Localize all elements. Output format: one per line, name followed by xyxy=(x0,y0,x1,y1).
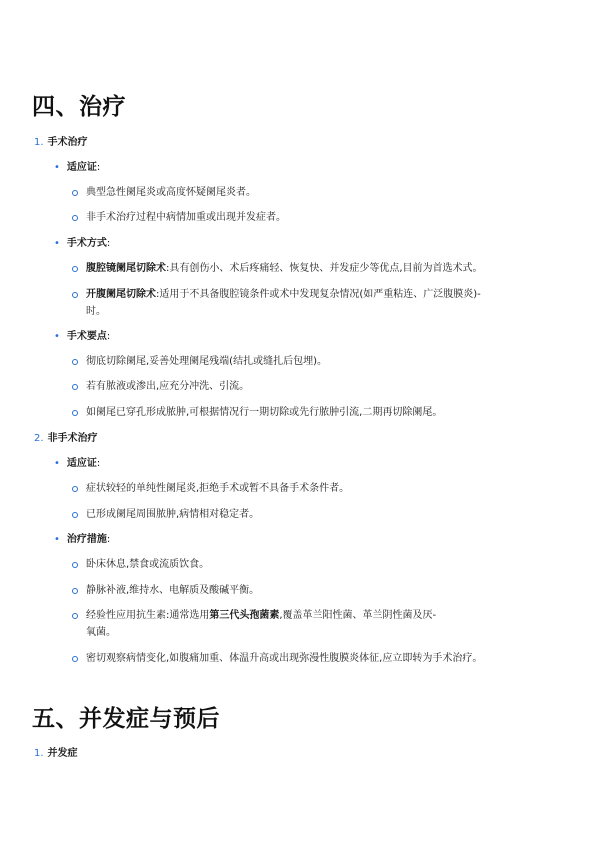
point-item xyxy=(72,209,582,226)
point-bold-term: 开腹阑尾切除术 xyxy=(86,289,156,300)
bullet-icon: • xyxy=(54,534,60,545)
sub-item-indications xyxy=(54,455,100,472)
bullet-icon: • xyxy=(54,238,60,249)
circle-bullet-icon xyxy=(72,486,78,492)
section-heading-complications-prognosis: 五、并发症与预后 xyxy=(32,706,220,732)
point-item xyxy=(72,582,582,599)
circle-bullet-icon xyxy=(72,588,78,594)
point-item xyxy=(72,607,582,641)
point-text: 卧床休息,禁食或流质饮食。 xyxy=(86,559,210,570)
colon: : xyxy=(106,534,111,545)
point-bold-term: 腹腔镜阑尾切除术 xyxy=(86,263,166,274)
list-number: 1. xyxy=(34,137,44,148)
circle-bullet-icon xyxy=(72,613,78,619)
point-text: 密切观察病情变化,如腹痛加重、体温升高或出现弥漫性腹膜炎体征,应立即转为手术治疗。 xyxy=(86,653,483,664)
point-item xyxy=(72,260,582,277)
point-text: 症状较轻的单纯性阑尾炎,拒绝手术或暂不具备手术条件者。 xyxy=(86,483,350,494)
point-item xyxy=(72,480,582,497)
circle-bullet-icon xyxy=(72,266,78,272)
point-item xyxy=(72,650,582,667)
list-item-title: 手术治疗 xyxy=(47,137,88,148)
bullet-icon: • xyxy=(54,331,60,342)
point-item xyxy=(72,286,582,320)
point-text-continued: 氧菌。 xyxy=(86,627,116,638)
bullet-icon: • xyxy=(54,162,60,173)
point-text: 典型急性阑尾炎或高度怀疑阑尾炎者。 xyxy=(86,187,256,198)
point-text: ,覆盖革兰阳性菌、革兰阴性菌及厌- xyxy=(279,610,437,621)
point-item xyxy=(72,184,582,201)
list-item-non-surgical-treatment xyxy=(34,430,98,447)
sub-item-label: 手术要点 xyxy=(66,331,107,342)
colon: : xyxy=(96,162,101,173)
section-heading-treatment: 四、治疗 xyxy=(32,94,126,120)
point-item xyxy=(72,506,582,523)
sub-item-label: 适应证 xyxy=(66,162,97,173)
sub-item-label: 适应证 xyxy=(66,458,97,469)
circle-bullet-icon xyxy=(72,410,78,416)
circle-bullet-icon xyxy=(72,292,78,298)
sub-item-surgical-methods xyxy=(54,235,110,252)
circle-bullet-icon xyxy=(72,656,78,662)
point-text: :具有创伤小、术后疼痛轻、恢复快、并发症少等优点,目前为首选术式。 xyxy=(166,263,483,274)
point-item xyxy=(72,556,582,573)
colon: : xyxy=(106,331,111,342)
bullet-icon: • xyxy=(54,458,60,469)
point-text: 静脉补液,维持水、电解质及酸碱平衡。 xyxy=(86,585,260,596)
sub-item-label: 手术方式 xyxy=(66,238,107,249)
point-text: 非手术治疗过程中病情加重或出现并发症者。 xyxy=(86,212,286,223)
point-item xyxy=(72,378,582,395)
circle-bullet-icon xyxy=(72,512,78,518)
point-text: 如阑尾已穿孔形成脓肿,可根据情况行一期切除或先行脓肿引流,二期再切除阑尾。 xyxy=(86,407,443,418)
point-bold-term: 第三代头孢菌素 xyxy=(209,610,280,621)
point-item xyxy=(72,404,582,421)
colon: : xyxy=(96,458,101,469)
point-item xyxy=(72,353,582,370)
point-text: 已形成阑尾周围脓肿,病情相对稳定者。 xyxy=(86,509,260,520)
circle-bullet-icon xyxy=(72,215,78,221)
sub-item-label: 治疗措施 xyxy=(66,534,107,545)
point-text: 彻底切除阑尾,妥善处理阑尾残端(结扎或缝扎后包埋)。 xyxy=(86,356,327,367)
list-number: 2. xyxy=(34,433,44,444)
sub-item-treatment-measures xyxy=(54,531,110,548)
point-text: 经验性应用抗生素:通常选用 xyxy=(86,610,210,621)
circle-bullet-icon xyxy=(72,359,78,365)
circle-bullet-icon xyxy=(72,384,78,390)
point-text: 若有脓液或渗出,应充分冲洗、引流。 xyxy=(86,381,250,392)
circle-bullet-icon xyxy=(72,562,78,568)
sub-item-indications xyxy=(54,159,100,176)
list-item-complications xyxy=(34,745,78,762)
list-item-title: 并发症 xyxy=(47,748,78,759)
circle-bullet-icon xyxy=(72,190,78,196)
list-item-surgical-treatment xyxy=(34,134,88,151)
point-text-continued: 时。 xyxy=(86,306,106,317)
colon: : xyxy=(106,238,111,249)
sub-item-surgical-key-points xyxy=(54,328,110,345)
list-number: 1. xyxy=(34,748,44,759)
list-item-title: 非手术治疗 xyxy=(47,433,98,444)
point-text: :适用于不具备腹腔镜条件或术中发现复杂情况(如严重粘连、广泛腹膜炎)- xyxy=(156,289,481,300)
